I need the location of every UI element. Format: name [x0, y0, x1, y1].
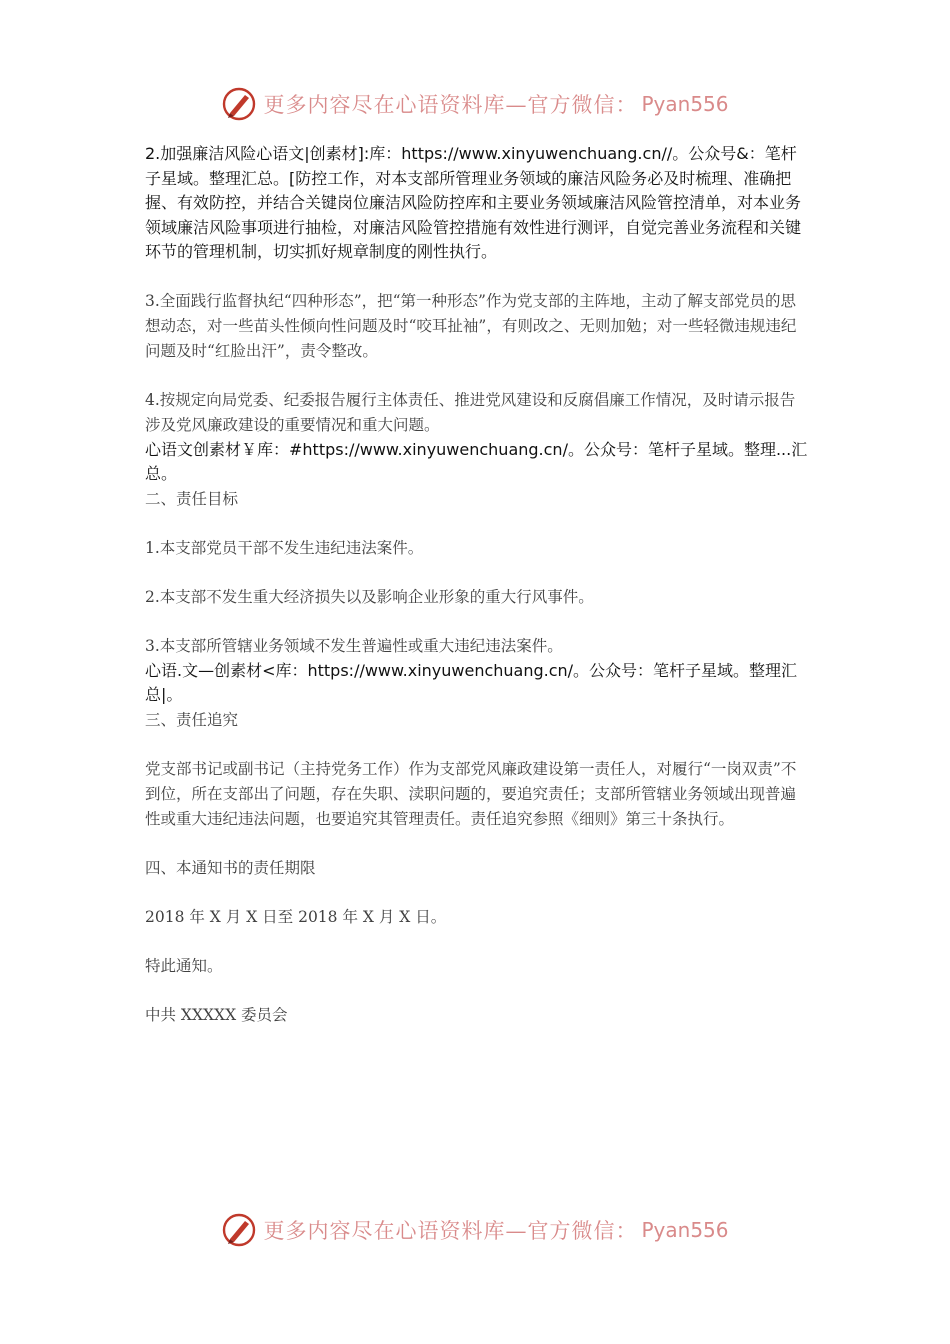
paragraph-gap	[145, 979, 810, 1003]
paragraph: 3.全面践行监督执纪“四种形态”，把“第一种形态”作为党支部的主阵地，主动了解支部党员的思想动态，对一些苗头性倾向性问题及时“咬耳扯袖”，有则改之、无则加勉；对一些轻微违规违纪问题及时“红脸出汗”，责令整改。	[145, 291, 797, 360]
paragraph: 二、责任目标	[145, 489, 239, 508]
paragraph: 三、责任追究	[145, 710, 239, 729]
paragraph-gap	[145, 832, 810, 856]
paragraph-gap	[145, 512, 810, 536]
watermark-paragraph: 心语文创素材￥库：#https://www.xinyuwenchuang.cn/。公众号：笔杆子星域。整理...汇总。	[145, 439, 808, 483]
banner-text: 更多内容尽在心语资料库—官方微信：	[263, 1219, 638, 1243]
paragraph: 四、本通知书的责任期限	[145, 858, 316, 877]
banner-wechat-id: Pyan556	[641, 92, 729, 116]
paragraph: 3.本支部所管辖业务领域不发生普遍性或重大违纪违法案件。	[145, 636, 563, 655]
paragraph-gap	[145, 930, 810, 954]
paragraph: 2.本支部不发生重大经济损失以及影响企业形象的重大行风事件。	[145, 587, 594, 606]
footer-banner	[0, 1210, 950, 1250]
paragraph-gap	[145, 364, 810, 388]
paragraph-gap	[145, 881, 810, 905]
paragraph: 2018 年 X 月 X 日至 2018 年 X 月 X 日。	[145, 907, 447, 926]
header-banner	[0, 84, 950, 124]
document-body	[145, 142, 810, 1028]
paragraph: 特此通知。	[145, 956, 223, 975]
paragraph: 党支部书记或副书记（主持党务工作）作为支部党风廉政建设第一责任人，对履行“一岗双责”不到位，所在支部出了问题，存在失职、渎职问题的，要追究责任；支部所管辖业务领域出现普遍性或重大违纪违法问题，也要追究其管理责任。责任追究参照《细则》第三十条执行。	[145, 759, 797, 828]
paragraph-gap	[145, 610, 810, 634]
paragraph: 1.本支部党员干部不发生违纪违法案件。	[145, 538, 424, 557]
watermark-paragraph: 2.加强廉洁风险心语文|创素材]:库：https://www.xinyuwenchuang.cn//。公众号&：笔杆子星域。整理汇总。[防控工作，对本支部所管理业务领域的廉洁风险务必及时梳理、准确把握、有效防控，并结合关键岗位廉洁风险防控库和主要业务领域廉洁风险管控清单，对本业务领域廉洁风险事项进行抽检，对廉洁风险管控措施有效性进行测评，自觉完善业务流程和关键环节的管理机制，切实抓好规章制度的刚性执行。	[145, 144, 802, 261]
paragraph-gap	[145, 265, 810, 289]
banner-text: 更多内容尽在心语资料库—官方微信：	[263, 93, 638, 117]
paragraph-gap	[145, 733, 810, 757]
pen-logo-icon	[221, 86, 257, 122]
paragraph-gap	[145, 561, 810, 585]
watermark-paragraph: 心语.文—创素材<库：https://www.xinyuwenchuang.cn/。公众号：笔杆子星域。整理汇总|。	[145, 660, 798, 704]
paragraph: 4.按规定向局党委、纪委报告履行主体责任、推进党风建设和反腐倡廉工作情况，及时请示报告涉及党风廉政建设的重要情况和重大问题。	[145, 390, 796, 434]
pen-logo-icon	[221, 1212, 257, 1248]
paragraph: 中共 XXXXX 委员会	[145, 1005, 288, 1024]
banner-wechat-id: Pyan556	[641, 1218, 729, 1242]
